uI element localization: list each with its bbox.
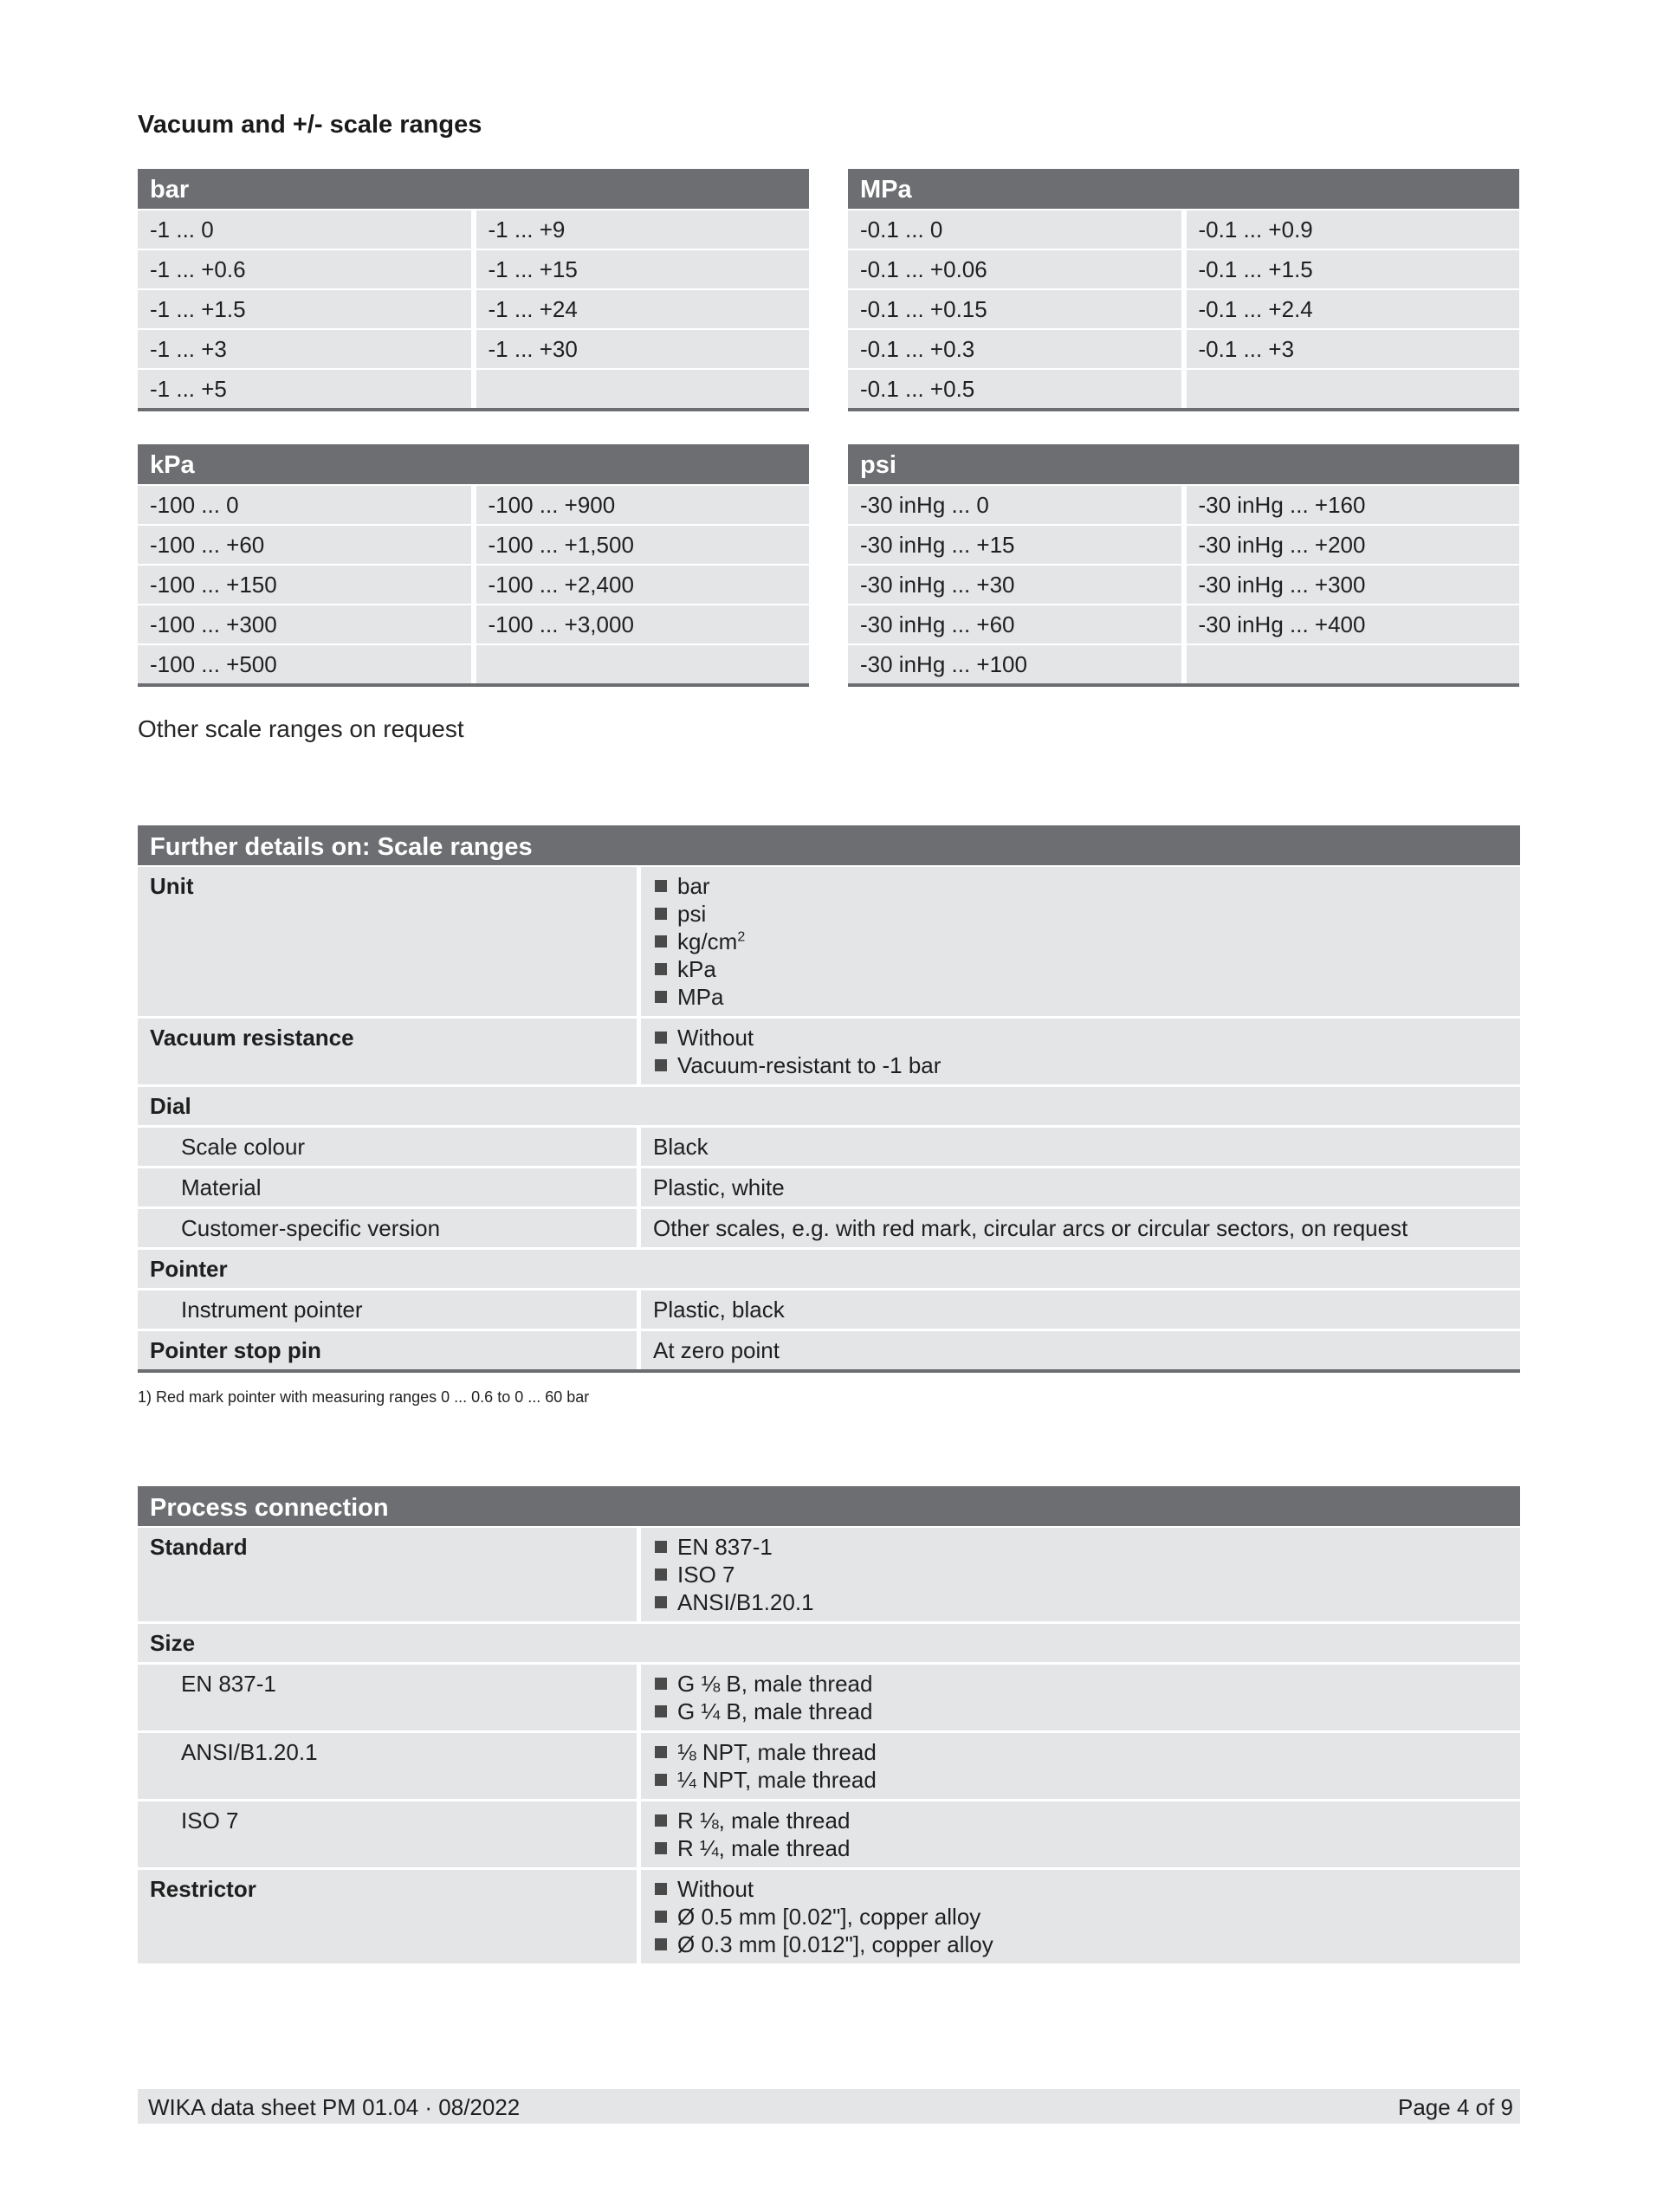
- table-row: [138, 486, 809, 524]
- table-row: [138, 566, 809, 604]
- table-header: bar: [138, 169, 809, 209]
- stop-pin-label: Pointer stop pin: [138, 1331, 637, 1369]
- table-row: [138, 1331, 1520, 1369]
- list-item: [653, 928, 1520, 955]
- table-cell: -100 ... +900: [476, 486, 810, 524]
- table-header: kPa: [138, 444, 809, 484]
- list-item: ANSI/B1.20.1: [653, 1588, 1520, 1616]
- table-row: [138, 1087, 1520, 1125]
- table-cell: -1 ... +9: [476, 210, 810, 249]
- table-cell: -0.1 ... +0.15: [848, 290, 1181, 328]
- table-row: [848, 370, 1519, 408]
- unit-label: Unit: [138, 867, 637, 1016]
- table-row: [848, 486, 1519, 524]
- table-row: [138, 1209, 1520, 1247]
- list-item: bar: [653, 872, 1520, 900]
- table-cell: -100 ... 0: [138, 486, 471, 524]
- table-cell: -100 ... +1,500: [476, 526, 810, 564]
- table-row: [848, 526, 1519, 564]
- table-cell: -0.1 ... +0.3: [848, 330, 1181, 368]
- table-cell: -100 ... +300: [138, 605, 471, 644]
- table-row: [138, 1290, 1520, 1329]
- table-cell: -30 inHg ... +30: [848, 566, 1181, 604]
- ansi-size-value: [641, 1733, 1520, 1799]
- table-header: psi: [848, 444, 1519, 484]
- footnote: 1) Red mark pointer with measuring ranges 0 ... 0.6 to 0 ... 60 bar: [138, 1388, 590, 1406]
- psi-range-table: [848, 444, 1519, 687]
- list-item: psi: [653, 900, 1520, 928]
- list-item-text: kg/cm: [677, 928, 738, 954]
- table-row: [848, 290, 1519, 328]
- stop-pin-value: At zero point: [641, 1331, 1520, 1369]
- scale-details-table: [138, 825, 1520, 1373]
- table-row: [848, 645, 1519, 683]
- pointer-label: Pointer: [138, 1250, 1520, 1288]
- bar-range-table: [138, 169, 809, 411]
- list-item: G ¼ B, male thread: [653, 1698, 1520, 1725]
- material-label: Material: [138, 1168, 637, 1206]
- list-item: MPa: [653, 983, 1520, 1011]
- table-cell: -30 inHg ... +60: [848, 605, 1181, 644]
- table-header: MPa: [848, 169, 1519, 209]
- table-cell: [476, 645, 810, 683]
- table-row: [138, 330, 809, 368]
- table-cell: -1 ... 0: [138, 210, 471, 249]
- table-row: [138, 867, 1520, 1016]
- superscript: 2: [737, 929, 746, 945]
- table-row: [848, 566, 1519, 604]
- restrictor-label: Restrictor: [138, 1870, 637, 1963]
- instrument-pointer-label: Instrument pointer: [138, 1290, 637, 1329]
- table-cell: -0.1 ... +3: [1187, 330, 1520, 368]
- table-row: [848, 330, 1519, 368]
- table-row: [138, 605, 809, 644]
- list-item: Without: [653, 1875, 1520, 1903]
- en-size-label: EN 837-1: [138, 1665, 637, 1730]
- en-size-value: [641, 1665, 1520, 1730]
- table-cell: -1 ... +1.5: [138, 290, 471, 328]
- table-cell: -0.1 ... +0.5: [848, 370, 1181, 408]
- table-header: Further details on: Scale ranges: [138, 825, 1520, 865]
- other-ranges-note: Other scale ranges on request: [138, 715, 464, 742]
- list-item: ¼ NPT, male thread: [653, 1766, 1520, 1794]
- table-row: [138, 1801, 1520, 1867]
- table-cell: -0.1 ... +0.9: [1187, 210, 1520, 249]
- table-cell: -1 ... +15: [476, 250, 810, 288]
- dial-label: Dial: [138, 1087, 1520, 1125]
- table-cell: -100 ... +3,000: [476, 605, 810, 644]
- table-cell: -1 ... +5: [138, 370, 471, 408]
- table-row: [138, 1019, 1520, 1084]
- table-row: [138, 1128, 1520, 1166]
- vacuum-resistance-label: Vacuum resistance: [138, 1019, 637, 1084]
- table-row: [138, 210, 809, 249]
- table-cell: -0.1 ... 0: [848, 210, 1181, 249]
- list-item: Without: [653, 1024, 1520, 1051]
- table-row: [138, 1665, 1520, 1730]
- page-footer: [138, 2089, 1520, 2124]
- ansi-size-label: ANSI/B1.20.1: [138, 1733, 637, 1799]
- iso-size-value: [641, 1801, 1520, 1867]
- scale-colour-value: Black: [641, 1128, 1520, 1166]
- iso-size-label: ISO 7: [138, 1801, 637, 1867]
- list-item: Ø 0.5 mm [0.02"], copper alloy: [653, 1903, 1520, 1931]
- footer-doc-info: WIKA data sheet PM 01.04 · 08/2022: [148, 2094, 521, 2120]
- table-row: [138, 526, 809, 564]
- table-row: [848, 605, 1519, 644]
- table-row: [138, 1733, 1520, 1799]
- table-row: [138, 1870, 1520, 1963]
- section-heading: Vacuum and +/- scale ranges: [138, 111, 482, 139]
- table-cell: -0.1 ... +0.06: [848, 250, 1181, 288]
- table-row: [138, 1250, 1520, 1288]
- footer-page-number: Page 4 of 9: [1398, 2094, 1513, 2120]
- table-cell: -1 ... +3: [138, 330, 471, 368]
- table-header: Process connection: [138, 1486, 1520, 1526]
- table-row: [138, 1528, 1520, 1621]
- list-item: R ¼, male thread: [653, 1834, 1520, 1862]
- list-item: R ⅛, male thread: [653, 1807, 1520, 1834]
- scale-colour-label: Scale colour: [138, 1128, 637, 1166]
- table-cell: -100 ... +60: [138, 526, 471, 564]
- list-item: Ø 0.3 mm [0.012"], copper alloy: [653, 1931, 1520, 1958]
- table-cell: [1187, 370, 1520, 408]
- restrictor-value: [641, 1870, 1520, 1963]
- table-row: [138, 1624, 1520, 1662]
- list-item: kPa: [653, 955, 1520, 983]
- table-row: [848, 210, 1519, 249]
- table-cell: -30 inHg ... +100: [848, 645, 1181, 683]
- table-cell: -100 ... +500: [138, 645, 471, 683]
- table-row: [138, 1168, 1520, 1206]
- table-cell: -30 inHg ... 0: [848, 486, 1181, 524]
- table-cell: -30 inHg ... +200: [1187, 526, 1520, 564]
- process-connection-table: [138, 1486, 1520, 1963]
- table-cell: [476, 370, 810, 408]
- table-cell: [1187, 645, 1520, 683]
- standard-value: [641, 1528, 1520, 1621]
- table-cell: -0.1 ... +2.4: [1187, 290, 1520, 328]
- list-item: ISO 7: [653, 1561, 1520, 1588]
- list-item: ⅛ NPT, male thread: [653, 1738, 1520, 1766]
- kpa-range-table: [138, 444, 809, 687]
- mpa-range-table: [848, 169, 1519, 411]
- material-value: Plastic, white: [641, 1168, 1520, 1206]
- list-item: EN 837-1: [653, 1533, 1520, 1561]
- list-item: Vacuum-resistant to -1 bar: [653, 1051, 1520, 1079]
- table-row: [848, 250, 1519, 288]
- table-cell: -0.1 ... +1.5: [1187, 250, 1520, 288]
- table-row: [138, 250, 809, 288]
- table-cell: -30 inHg ... +160: [1187, 486, 1520, 524]
- table-cell: -30 inHg ... +15: [848, 526, 1181, 564]
- list-item: G ⅛ B, male thread: [653, 1670, 1520, 1698]
- table-row: [138, 645, 809, 683]
- unit-value: [641, 867, 1520, 1016]
- table-cell: -1 ... +30: [476, 330, 810, 368]
- table-cell: -1 ... +0.6: [138, 250, 471, 288]
- vacuum-resistance-value: [641, 1019, 1520, 1084]
- table-cell: -30 inHg ... +300: [1187, 566, 1520, 604]
- table-row: [138, 370, 809, 408]
- customer-version-value: Other scales, e.g. with red mark, circular arcs or circular sectors, on request: [641, 1209, 1520, 1247]
- instrument-pointer-value: Plastic, black: [641, 1290, 1520, 1329]
- table-cell: -100 ... +2,400: [476, 566, 810, 604]
- table-row: [138, 290, 809, 328]
- table-cell: -30 inHg ... +400: [1187, 605, 1520, 644]
- table-cell: -100 ... +150: [138, 566, 471, 604]
- table-cell: -1 ... +24: [476, 290, 810, 328]
- size-label: Size: [138, 1624, 1520, 1662]
- standard-label: Standard: [138, 1528, 637, 1621]
- customer-version-label: Customer-specific version: [138, 1209, 637, 1247]
